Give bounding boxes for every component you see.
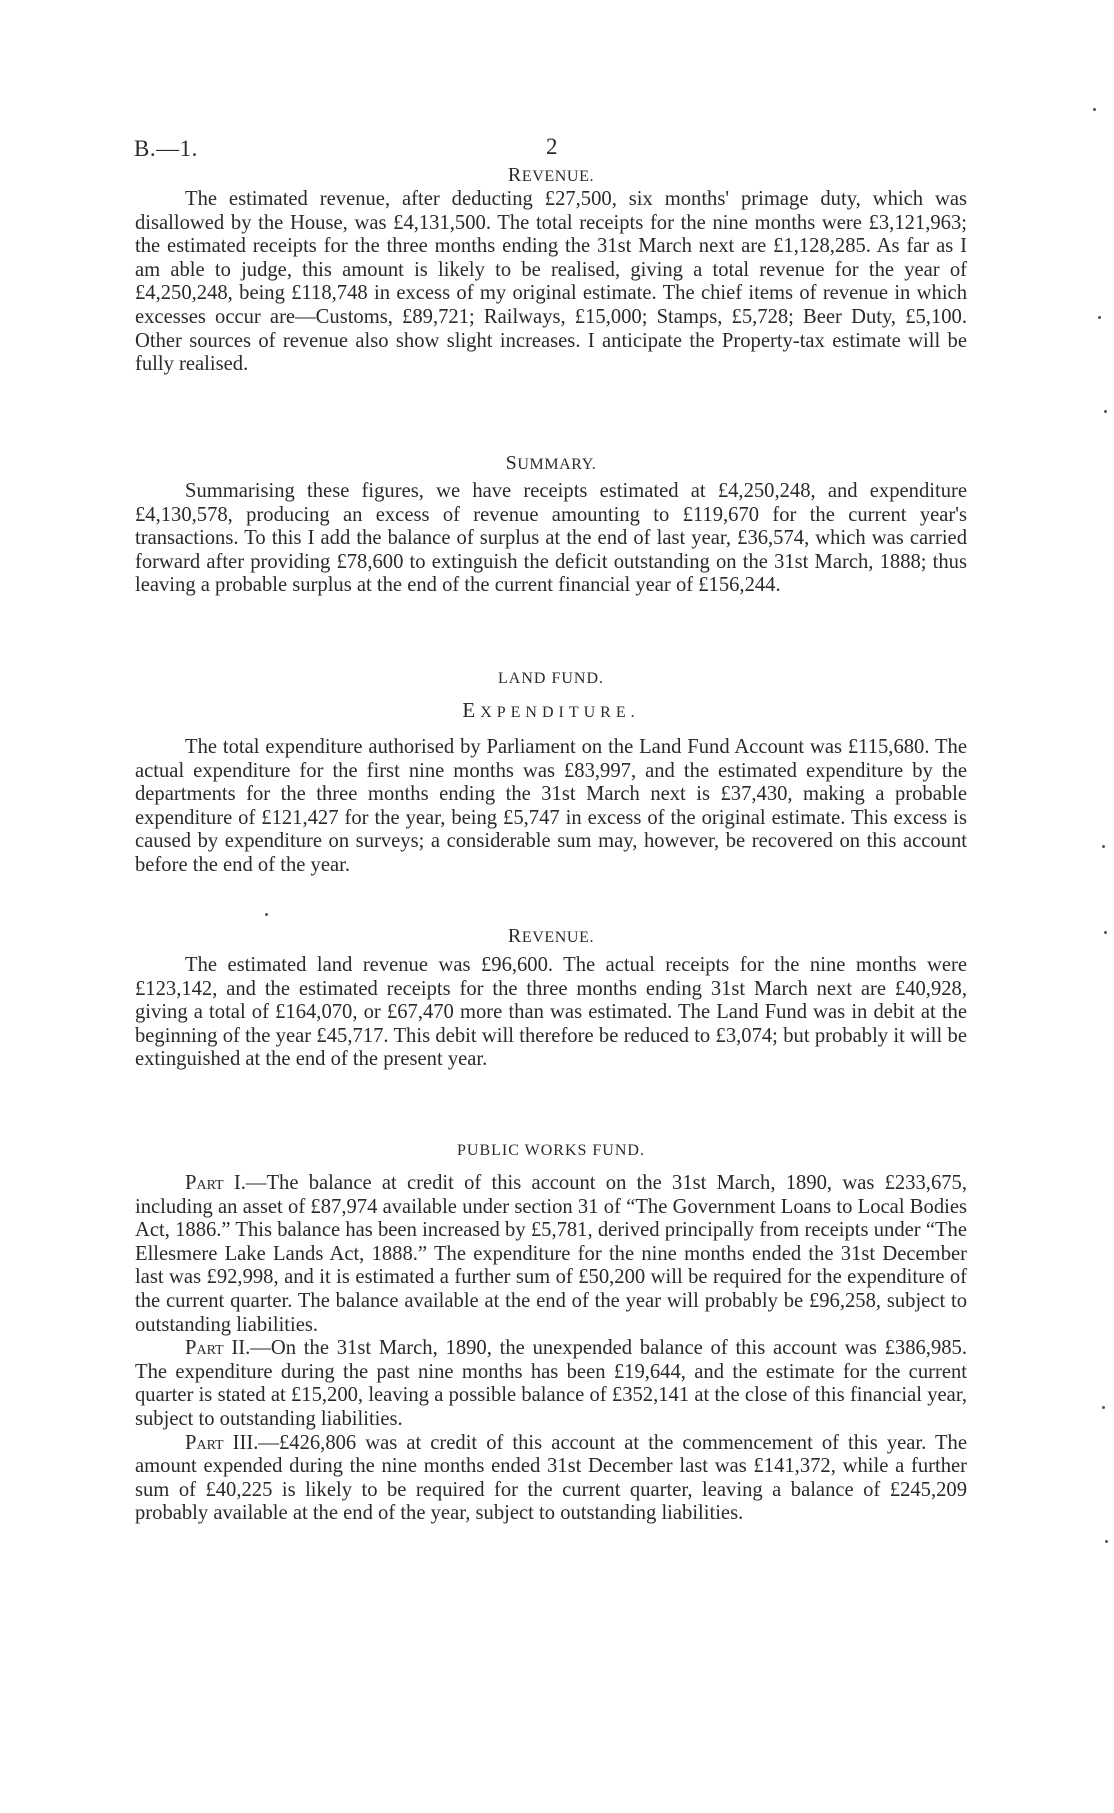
summary-heading-rest: UMMARY. bbox=[517, 456, 597, 473]
part-3-label: Part III. bbox=[185, 1431, 259, 1454]
expenditure-heading-initial: E bbox=[462, 698, 481, 722]
expenditure-heading bbox=[135, 698, 967, 723]
part-2-text: —On the 31st March, 1890, the unexpended balance of this account was £386,985. The expenditure during the past nine months has been £19,644, and the estimate for the current quarter is stated at £15,200, leaving a possible balance of £352,141 at the close of this financial year, subject to outstanding liabilities. bbox=[135, 1337, 967, 1430]
land-expenditure-paragraph: The total expenditure authorised by Parliament on the Land Fund Account was £115,680. The actual expenditure for the first nine months was £83,997, and the estimated expenditure by the departments for the three months ending the 31st March next is £37,430, making a probable expenditure of £121,427 for the year, being £5,747 in excess of the original estimate. This excess is caused by expenditure on surveys; a considerable sum may, however, be recovered on this account before the end of the year. bbox=[135, 736, 967, 876]
part-2-label: Part II. bbox=[185, 1337, 251, 1360]
part-1-label: Part I. bbox=[185, 1172, 246, 1194]
part-1-paragraph bbox=[135, 1172, 967, 1337]
page-number: 2 bbox=[546, 134, 558, 159]
revenue-paragraph: The estimated revenue, after deducting £27,500, six months' primage duty, which was disallowed by the House, was £4,131,500. The total receipts for the nine months were £3,121,963; the estimated receipts for the three months ending the 31st March next are £1,128,285. As far as I am able to judge, this amount is likely to be realised, giving a total revenue for the year of £4,250,248, being £118,748 in excess of my original estimate. The chief items of revenue in which excesses occur are—Customs, £89,721; Railways, £15,000; Stamps, £5,728; Beer Duty, £5,100. Other sources of revenue also show slight increases. I anticipate the Property-tax estimate will be fully realised. bbox=[135, 188, 967, 376]
summary-section bbox=[135, 480, 967, 598]
revenue-heading-initial: R bbox=[507, 164, 522, 186]
document-reference: B.—1. bbox=[134, 136, 198, 161]
land-expenditure-section bbox=[135, 736, 967, 878]
land-fund-title: LAND FUND. bbox=[498, 670, 604, 687]
scan-speck bbox=[1098, 316, 1101, 319]
part-3-paragraph bbox=[135, 1432, 967, 1526]
revenue-heading bbox=[135, 164, 967, 187]
land-revenue-section bbox=[135, 954, 967, 1072]
revenue-section bbox=[135, 188, 967, 377]
expenditure-heading-rest: XPENDITURE. bbox=[480, 704, 640, 721]
scan-speck bbox=[1102, 1406, 1105, 1409]
scan-speck bbox=[1093, 108, 1096, 111]
land-revenue-heading bbox=[135, 925, 967, 948]
land-revenue-heading-initial: R bbox=[507, 925, 522, 947]
public-works-section bbox=[135, 1172, 967, 1526]
scan-speck bbox=[1105, 1540, 1108, 1543]
summary-paragraph: Summarising these figures, we have receipts estimated at £4,250,248, and expenditure £4,130,578, producing an excess of revenue amounting to £119,670 for the current year's transactions. To this I add the balance of surplus at the end of last year, £36,574, which was carried forward after providing £78,600 to extinguish the deficit outstanding on the 31st March, 1888; thus leaving a probable surplus at the end of the current financial year of £156,244. bbox=[135, 480, 967, 597]
summary-heading bbox=[135, 452, 967, 475]
revenue-heading-rest: EVENUE. bbox=[521, 168, 595, 185]
scan-speck bbox=[1104, 410, 1107, 413]
summary-heading-initial: S bbox=[505, 452, 518, 474]
scan-speck bbox=[1102, 845, 1105, 848]
part-2-paragraph bbox=[135, 1337, 967, 1431]
scan-speck bbox=[1104, 931, 1107, 934]
land-revenue-paragraph: The estimated land revenue was £96,600. The actual receipts for the nine months were £123,142, and the estimated receipts for the three months ending 31st March next are £40,928, giving a total of £164,070, or £67,470 more than was estimated. The Land Fund was in debit at the beginning of the year £45,717. This debit will therefore be reduced to £3,074; but probably it will be extinguished at the end of the present year. bbox=[135, 954, 967, 1071]
part-1-text: —The balance at credit of this account on the 31st March, 1890, was £233,675, including an asset of £87,974 available under section 31 of “The Government Loans to Local Bodies Act, 1886.” This balance has been increased by £5,781, derived principally from receipts under “The Ellesmere Lake Lands Act, 1888.” The expenditure for the nine months ended the 31st December last was £92,998, and it is estimated a further sum of £50,200 will be required for the expenditure of the current quarter. The balance available at the end of the year will probably be £96,258, subject to outstanding liabilities. bbox=[135, 1172, 967, 1336]
scan-speck bbox=[265, 913, 268, 916]
land-revenue-heading-rest: EVENUE. bbox=[521, 929, 595, 946]
public-works-title: PUBLIC WORKS FUND. bbox=[457, 1142, 645, 1159]
part-3-text: —£426,806 was at credit of this account at the commencement of this year. The amount expended during the nine months ended 31st December last was £141,372, while a further sum of £40,225 is likely to be required for the current quarter, leaving a balance of £245,209 probably available at the end of the year, subject to outstanding liabilities. bbox=[135, 1431, 967, 1525]
